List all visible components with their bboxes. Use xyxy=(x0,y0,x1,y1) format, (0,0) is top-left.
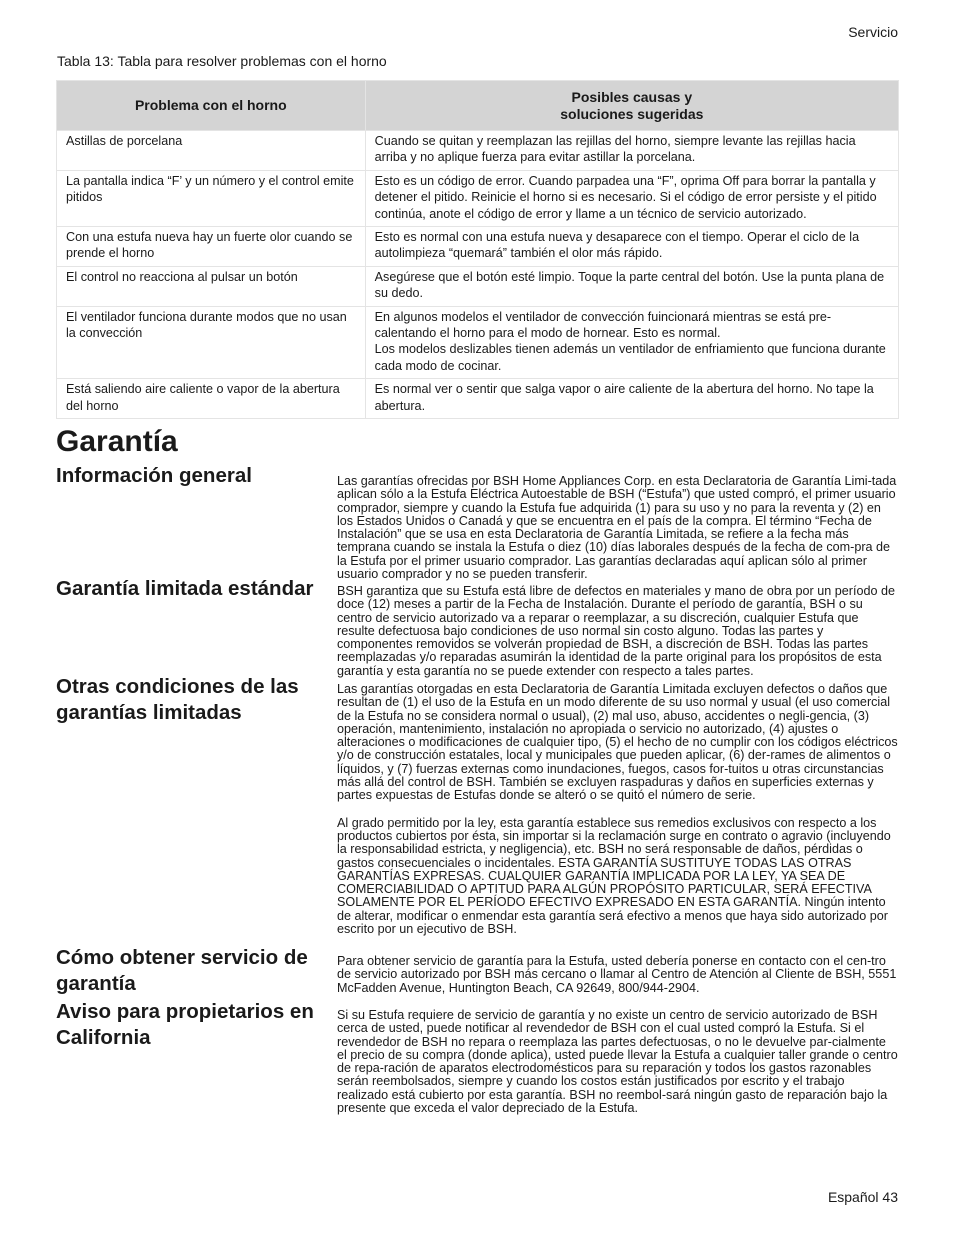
paragraph: Las garantías otorgadas en esta Declaratoria de Garantía Limitada excluyen defectos o daños que resultan de (1) el uso de la Estufa en un modo diferente de su uso normal y usual (el uso comercial de la Estufa no se considera normal o usual), (2) mal uso, abuso, accidentes o negli-gencia, (3) operación, mantenimiento, instalación no apropiada o servicio no autorizado, (4) ajustes o alteraciones o modificaciones de cualquier tipo, (5) el hecho de no cumplir con los códigos eléctricos y/o de construcción estatales, local y municipales que pueden aplicar, (6) der-rames de alimentos o líquidos, y (7) fuerzas externas como inundaciones, fuegos, casos for-tuitos u otras circunstancias más allá del control de BSH. También se excluyen raspaduras y daños en superficies externas y partes expuestas de Estufas donde se alteró o se quitó el número de serie. xyxy=(337,682,898,803)
table-row xyxy=(57,170,899,226)
paragraph: BSH garantiza que su Estufa está libre de defectos en materiales y mano de obra por un período de doce (12) meses a partir de la Fecha de Instalación. Durante el período de garantía, BSH o su centro de servicio autorizado va a reparar o reemplazar, a su discreción, cualquier Estufa que resulte defectuosa bajo condiciones de uso normal sin costo alguno. Todas las partes y componentes removidos se volverán propiedad de BSH, a discreción de BSH. Todas las partes reemplazadas y/o reparadas asumirán la identidad de la parte original para los propósitos de esta garantía y esta garantía no se puede extender con respecto a tales partes. xyxy=(337,584,895,678)
paragraph: Para obtener servicio de garantía para la Estufa, usted debería ponerse en contacto con el cen-tro de servicio autorizado por BSH más cercano o llamar al Centro de Atención al Cliente de BSH, 5551 McFadden Avenue, Huntington Beach, CA 92649, 800/944-2904. xyxy=(337,954,897,995)
solution-cell: Asegúrese que el botón esté limpio. Toque la parte central del botón. Use la punta plana de su dedo. xyxy=(365,266,898,306)
solution-cell: Cuando se quitan y reemplazan las rejillas del horno, siempre levante las rejillas hacia arriba y no aplique fuerza para evitar astillar la porcelana. xyxy=(365,131,898,171)
solution-cell: Esto es un código de error. Cuando parpadea una “F”, oprima Off para borrar la pantalla y detener el pitido. Reinicie el horno si es necesario. Si el código de error persiste y el pitido continúa, anote el código de error y llame a un técnico de servicio autorizado. xyxy=(365,170,898,226)
running-header: Servicio xyxy=(848,24,898,40)
solution-cell: Esto es normal con una estufa nueva y desaparece con el tiempo. Operar el ciclo de la autolimpieza “quemará” también el olor más rápido. xyxy=(365,227,898,267)
solution-cell: En algunos modelos el ventilador de convección fuincionará mientras se está pre-calentando el horno para el modo de hornear. Esto es normal. Los modelos deslizables tienen además un ventilador de enfriamiento que funciona durante cada modo de cocinar. xyxy=(365,306,898,379)
problem-cell: Con una estufa nueva hay un fuerte olor cuando se prende el horno xyxy=(57,227,366,267)
column-header-problem: Problema con el horno xyxy=(57,81,366,131)
section-body-general-info xyxy=(337,475,899,595)
table-row xyxy=(57,227,899,267)
table-header-row xyxy=(57,81,899,131)
solution-cell: Es normal ver o sentir que salga vapor o aire caliente de la abertura del horno. No tape la abertura. xyxy=(365,379,898,419)
paragraph: Las garantías ofrecidas por BSH Home Appliances Corp. en esta Declaratoria de Garantía Limi-tada aplican sólo a la Estufa Eléctrica Autoestable de BSH (“Estufa”) que usted compró, el primer usuario comprador, siempre y cuando la Estufa fue adquirida (1) para su uso y no para la reventa y (2) en los Estados Unidos o Canadá y que se encuentra en el país de la compra. El término “Fecha de Instalación” que se usa en esta Declaratoria de Garantía Limitada, se refiere a la fecha más temprana cuando se instala la Estufa o diez (10) días laborales después de la fecha de com-pra de la Estufa por el primer usuario comprador. Las garantías declaradas aquí aplican sólo al primer usuario comprador y no se pueden transferir. xyxy=(337,474,897,582)
section-body-other-conditions xyxy=(337,683,899,950)
table-row xyxy=(57,131,899,171)
section-heading-obtain-service: Cómo obtener servicio de garantía xyxy=(56,946,308,995)
section-body-california-notice xyxy=(337,1009,899,1129)
problem-cell: Astillas de porcelana xyxy=(57,131,366,171)
warranty-title: Garantía xyxy=(56,425,178,458)
table-row xyxy=(57,379,899,419)
problem-cell: La pantalla indica “F’ y un número y el control emite pitidos xyxy=(57,170,366,226)
page-number: Español 43 xyxy=(827,1189,898,1205)
troubleshooting-table xyxy=(56,80,899,419)
column-header-solutions xyxy=(365,81,898,131)
section-body-standard-warranty xyxy=(337,585,899,692)
section-heading-general-info: Información general xyxy=(56,464,252,487)
section-body-obtain-service xyxy=(337,955,899,1009)
table-row xyxy=(57,266,899,306)
problem-cell: El ventilador funciona durante modos que no usan la convección xyxy=(57,306,366,379)
table-caption: Tabla 13: Tabla para resolver problemas con el horno xyxy=(57,53,387,69)
section-heading-california-notice: Aviso para propietarios en California xyxy=(56,1000,314,1049)
problem-cell: Está saliendo aire caliente o vapor de la abertura del horno xyxy=(57,379,366,419)
problem-cell: El control no reacciona al pulsar un botón xyxy=(57,266,366,306)
paragraph: Si su Estufa requiere de servicio de garantía y no existe un centro de servicio autorizado de BSH cerca de usted, puede notificar al revendedor de BSH con el cual usted compró la Estufa. Si el revendedor de BSH no repara o reemplaza las partes defectuosas, o no le devuelve par-cialmente el precio de su compra (donde aplica), usted puede llevar la Estufa a cualquier taller grande o centro de repa-ración de aparatos electrodomésticos para su reparación y todos los gastos razonables serán reembolsados, siempre y cuando los costos están justificados por escrito y el trabajo realizado está cubierto por esta garantía. BSH no reembol-sará ningún gasto de reparación bajo la presente que exceda el valor depreciado de la Estufa. xyxy=(337,1008,898,1116)
column-header-solutions-text: Posibles causas y soluciones sugeridas xyxy=(560,88,704,122)
section-heading-standard-warranty: Garantía limitada estándar xyxy=(56,577,314,600)
paragraph: Al grado permitido por la ley, esta garantía establece sus remedios exclusivos con respecto a los productos cubiertos por ésta, sin importar si la reclamación surge en contrato o agravio (incluyendo la responsabilidad estricta, y negligencia), etc. BSH no será responsable de daños, pérdidas o gastos consecuenciales o incidentales. ESTA GARANTÍA SUSTITUYE TODAS LAS OTRAS GARANTÍAS EXPRESAS. CUALQUIER GARANTÍA IMPLICADA POR LA LEY, YA SEA DE COMERCIABILIDAD O APTITUD PARA ALGÚN PROPÓSITO PARTICULAR, SERÁ EFECTIVA SOLAMENTE POR EL PERÍODO EFECTIVO EXPRESADO EN ESTA GARANTÍA. Ningún intento de alterar, modificar o enmendar esta garantía será efectivo a menos que haya sido autorizado por escrito por un ejecutivo de BSH. xyxy=(337,815,891,937)
section-heading-other-conditions: Otras condiciones de las garantías limitadas xyxy=(56,675,299,724)
table-row xyxy=(57,306,899,379)
